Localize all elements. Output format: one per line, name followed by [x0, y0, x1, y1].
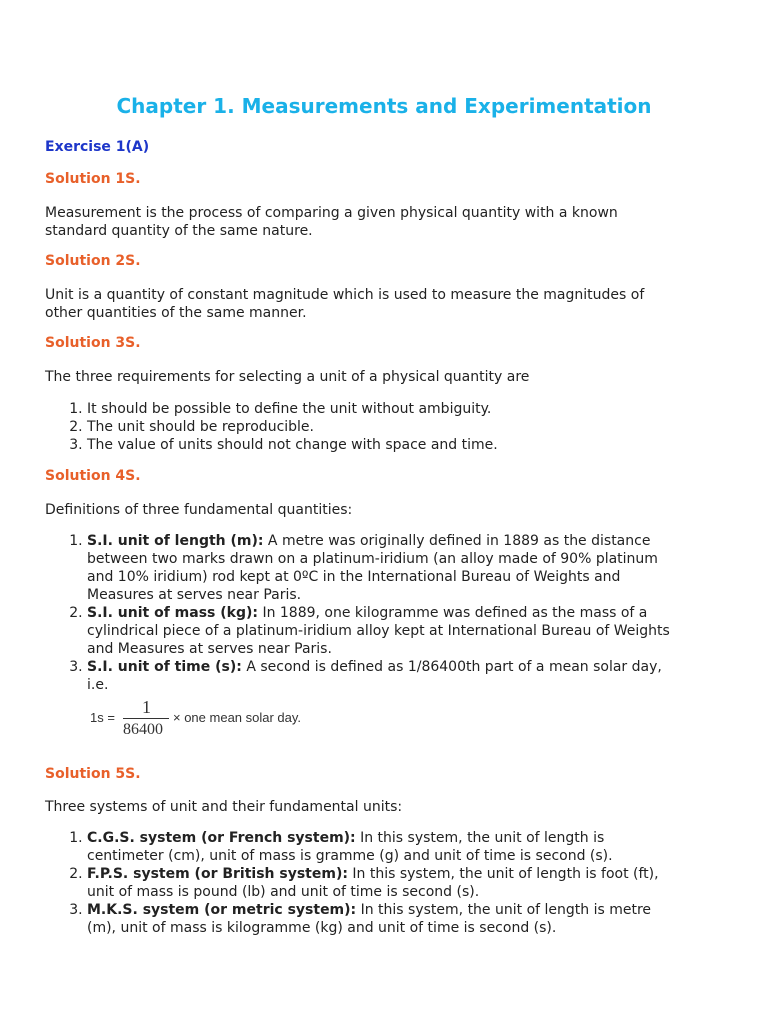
- text-line: centimeter (cm), unit of mass is gramme (g) and unit of time is second (s).: [87, 848, 613, 864]
- text-line: In this system, the unit of length is: [355, 830, 605, 846]
- text-line: Unit is a quantity of constant magnitude which is used to measure the magnitudes of: [45, 287, 645, 303]
- unit-systems-list: [45, 829, 727, 937]
- text-line: other quantities of the same manner.: [45, 305, 307, 321]
- term-label: C.G.S. system (or French system):: [87, 830, 356, 846]
- text-line: Measurement is the process of comparing a given physical quantity with a known: [45, 205, 618, 221]
- text-line: unit of mass is pound (lb) and unit of time is second (s).: [87, 884, 480, 900]
- text-line: In this system, the unit of length is foot (ft),: [347, 866, 659, 882]
- requirements-list: [45, 400, 727, 454]
- chapter-title: Chapter 1. Measurements and Experimentation: [116, 94, 652, 118]
- text-line: Measures at serves near Paris.: [87, 587, 302, 603]
- list-item: [87, 604, 727, 658]
- term-label: S.I. unit of time (s):: [87, 659, 242, 675]
- text-line: In this system, the unit of length is metre: [356, 902, 652, 918]
- text-line: standard quantity of the same nature.: [45, 223, 313, 239]
- fraction-bar: [123, 718, 169, 719]
- list-item: [87, 829, 727, 865]
- solution-5s-heading: Solution 5S.: [45, 766, 141, 782]
- list-item: 2. The unit should be reproducible.: [87, 418, 727, 436]
- list-item: [87, 658, 727, 694]
- fundamental-quantities-list: [45, 532, 727, 694]
- list-item: 1. It should be possible to define the unit without ambiguity.: [87, 400, 727, 418]
- text-line: cylindrical piece of a platinum-iridium alloy kept at International Bureau of Weights: [87, 623, 670, 639]
- text-line: A metre was originally defined in 1889 as the distance: [263, 533, 651, 549]
- solution-3s-heading: Solution 3S.: [45, 335, 141, 351]
- solution-2s-text: [45, 286, 725, 322]
- text-line: and 10% iridium) rod kept at 0ºC in the International Bureau of Weights and: [87, 569, 621, 585]
- term-label: M.K.S. system (or metric system):: [87, 902, 357, 918]
- text-line: In 1889, one kilogramme was defined as the mass of a: [258, 605, 648, 621]
- list-item: [87, 865, 727, 901]
- formula-denominator: 86400: [123, 721, 163, 738]
- formula-rhs: × one mean solar day.: [173, 710, 302, 725]
- list-item: 3. The value of units should not change with space and time.: [87, 436, 727, 454]
- text-line: between two marks drawn on a platinum-iridium (an alloy made of 90% platinum: [87, 551, 658, 567]
- solution-3s-intro: The three requirements for selecting a unit of a physical quantity are: [45, 369, 530, 385]
- formula-lhs: 1s =: [90, 710, 115, 725]
- solution-5s-intro: Three systems of unit and their fundamental units:: [45, 799, 403, 815]
- text-line: i.e.: [87, 677, 109, 693]
- solution-1s-text: [45, 204, 725, 240]
- list-item: [87, 901, 727, 937]
- solution-1s-heading: Solution 1S.: [45, 171, 141, 187]
- term-label: S.I. unit of mass (kg):: [87, 605, 258, 621]
- term-label: F.P.S. system (or British system):: [87, 866, 348, 882]
- exercise-heading: Exercise 1(A): [45, 139, 150, 155]
- formula-numerator: 1: [142, 697, 151, 717]
- solution-4s-intro: Definitions of three fundamental quantities:: [45, 502, 353, 518]
- text-line: A second is defined as 1/86400th part of a mean solar day,: [241, 659, 662, 675]
- solution-4s-heading: Solution 4S.: [45, 468, 141, 484]
- text-line: (m), unit of mass is kilogramme (kg) and unit of time is second (s).: [87, 920, 557, 936]
- list-item: [87, 532, 727, 604]
- term-label: S.I. unit of length (m):: [87, 533, 264, 549]
- solution-2s-heading: Solution 2S.: [45, 253, 141, 269]
- text-line: and Measures at serves near Paris.: [87, 641, 332, 657]
